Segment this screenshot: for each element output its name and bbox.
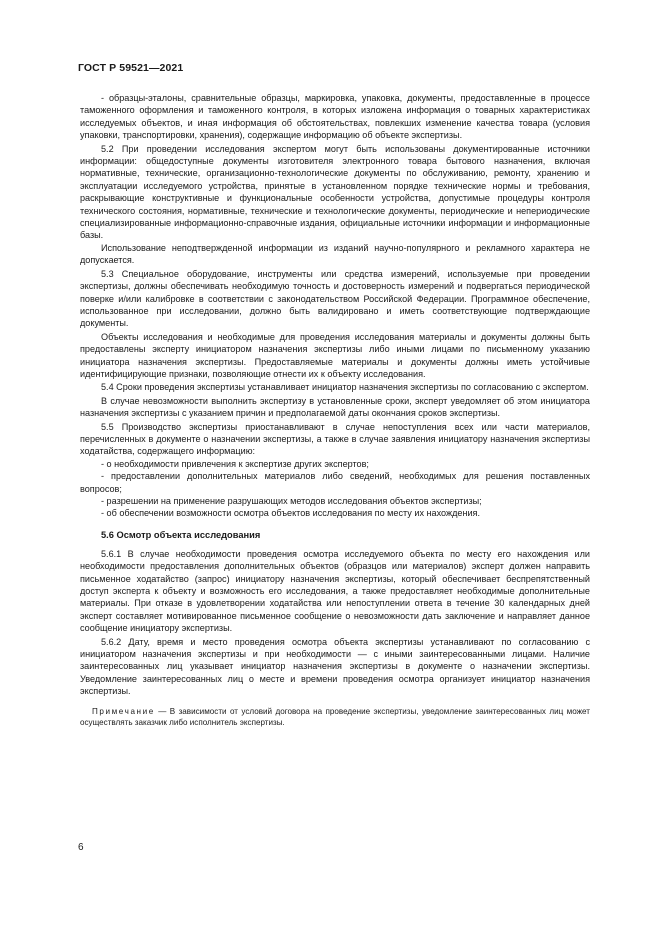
paragraph: Использование неподтвержденной информации из изданий научно-популярного и рекламного характера не допускается. [80, 242, 590, 266]
paragraph: В случае невозможности выполнить экспертизу в установленные сроки, эксперт уведомляет об этом инициатора назначения экспертизы с указанием причин и предполагаемой даты окончания сроков экспертизы. [80, 395, 590, 419]
paragraph-5-6-1: 5.6.1 В случае необходимости проведения осмотра исследуемого объекта по месту его нахождения или необходимости предоставления дополнительных объектов (образцов или материалов) эксперт должен направить письменное ходатайство (запрос) инициатору назначения экспертизы, который обеспечивает беспрепятственный доступ эксперта к объекту и возможность его исследования, а также предоставляет необходимые дополнительные материалы. При отказе в удовлетворении ходатайства или непоступлении ответа в течение 30 календарных дней эксперт составляет мотивированное письменное сообщение о невозможности дать заключение и направляет данное сообщение инициатору экспертизы. [80, 548, 590, 634]
paragraph-list-item: - образцы-эталоны, сравнительные образцы, маркировка, упаковка, документы, предоставленные в процессе таможенного оформления и таможенного контроля, в которых изложена информация о товарных характеристиках исследуемых объектов, и иная информация об обстоятельствах, повлекших изменение качества товара (условия упаковки, транспортировки, хранения), содержащие информацию об объекте экспертизы. [80, 93, 590, 141]
list-item: - о необходимости привлечения к экспертизе других экспертов; [101, 458, 369, 469]
paragraph-5-6-2: 5.6.2 Дату, время и место проведения осмотра объекта экспертизы устанавливают по согласованию с инициатором назначения экспертизы и при необходимости — с иными заинтересованными лицами. Наличие заинтересованных лиц указывает инициатор назначения экспертизы в документе о назначении экспертизы. Уведомление заинтересованных лиц о месте и времени проведения осмотра организует инициатор назначения экспертизы. [80, 636, 590, 697]
paragraph-5-3: 5.3 Специальное оборудование, инструменты или средства измерений, используемые при проведении экспертизы, должны обеспечивать необходимую точность и достоверность измерений и подвергаться периодической поверке и/или калибровке в соответствии с законодательством Российской Федерации. Программное обеспечение, использованное при исследовании, должно быть валидировано и иметь соответствующие подтверждающие документы. [80, 268, 590, 329]
list-item: - об обеспечении возможности осмотра объектов исследования по месту их нахождения. [101, 508, 481, 519]
page-number: 6 [78, 842, 84, 853]
paragraph-5-2: 5.2 При проведении исследования экспертом могут быть использованы документированные источники информации: общедоступные документы изготовителя электронного товара бытового назначения, включая нормативные, технические, организационно-технологические документы по обслуживанию, ремонту, хранению и эксплуатации исследуемого устройства, принятые в установленном порядке технические нормы и требования, раскрывающие конструктивные и функциональные особенности устройства, допустимые процедуры контроля технического состояния, нормативные, технические и технологические документы, периодические и непериодические специализированные информационно-справочные издания, официальные источники информации и информационные базы. [80, 143, 590, 241]
paragraph-5-4: 5.4 Сроки проведения экспертизы устанавливает инициатор назначения экспертизы по согласованию с экспертом. [101, 382, 589, 393]
note [80, 706, 590, 728]
list-item: - разрешении на применение разрушающих методов исследования объектов экспертизы; [101, 496, 482, 506]
list-item: - предоставлении дополнительных материалов либо сведений, необходимых для решения поставленных вопросов; [80, 471, 590, 494]
section-heading: 5.6 Осмотр объекта исследования [101, 529, 261, 540]
document-body [80, 92, 590, 728]
note-label: Примечание [92, 706, 155, 716]
note-text: — В зависимости от условий договора на проведение экспертизы, уведомление заинтересованных лиц может осуществлять заказчик либо исполнитель экспертизы. [80, 706, 590, 727]
paragraph-5-5: 5.5 Производство экспертизы приостанавливают в случае непоступления всех или части материалов, перечисленных в документе о назначении экспертизы, а также в случае заявления инициатору назначения экспертизы ходатайства, содержащего информацию: [80, 421, 590, 457]
document-header: ГОСТ Р 59521—2021 [78, 62, 184, 74]
paragraph: Объекты исследования и необходимые для проведения исследования материалы и документы должны быть предоставлены эксперту инициатором назначения экспертизы либо иными лицами по письменному указанию инициатора назначения экспертизы. Предоставляемые материалы и документы должны иметь устойчивые идентифицирующие признаки, позволяющие отнести их к объекту исследования. [80, 331, 590, 379]
